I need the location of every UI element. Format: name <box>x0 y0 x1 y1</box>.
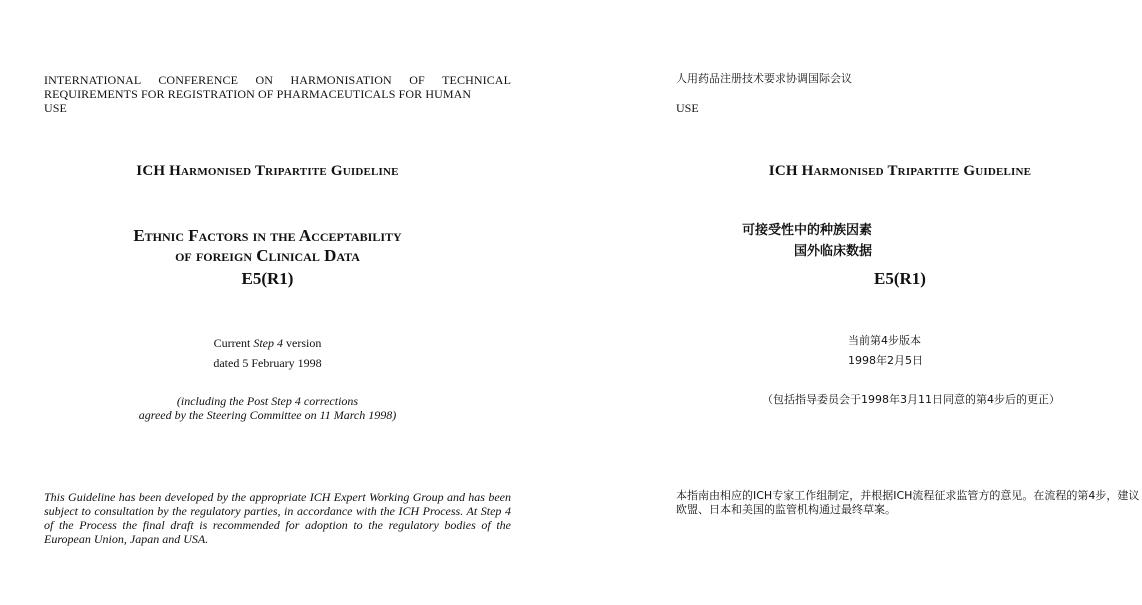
version-info-zh <box>848 331 923 371</box>
guideline-type-en: ICH Harmonised Tripartite Guideline <box>136 163 399 179</box>
version-date: dated 5 February 1998 <box>213 356 322 370</box>
guideline-code-en: E5(R1) <box>241 269 294 288</box>
version-date: 1998年2月5日 <box>848 354 923 367</box>
organization-name-en <box>44 73 511 115</box>
organization-line: REQUIREMENTS FOR REGISTRATION OF PHARMACEUTICALS FOR HUMAN <box>44 87 472 101</box>
title-line: Ethnic Factors in the Acceptability <box>133 226 402 245</box>
document-title-zh-line-1: 可接受性中的种族因素 <box>742 223 873 238</box>
document-title-en <box>34 226 501 266</box>
title-line: of foreign Clinical Data <box>175 246 360 265</box>
organization-name-zh: 人用药品注册技术要求协调国际会议 <box>676 72 852 85</box>
organization-line: USE <box>44 101 67 115</box>
development-note-en: This Guideline has been developed by the appropriate ICH Expert Working Group and has been subject to consultation by the regulatory parties, in accordance with the ICH Process. At Step 4 of the Process the final draft is recommended for adoption to the regulatory bodies of the European Union, Japan and USA. <box>44 490 511 546</box>
guideline-type-zh: ICH Harmonised Tripartite Guideline <box>768 163 1032 179</box>
guideline-code-zh: E5(R1) <box>874 269 926 288</box>
corrections-line: agreed by the Steering Committee on 11 March 1998) <box>138 408 397 422</box>
organization-use-zh: USE <box>676 101 699 115</box>
corrections-note-zh: （包括指导委员会于1998年3月11日同意的第4步后的更正） <box>762 393 1060 406</box>
corrections-line: (including the Post Step 4 corrections <box>176 394 359 408</box>
version-suffix: version <box>283 336 322 350</box>
version-line <box>34 333 501 353</box>
version-step: Step 4 <box>253 336 283 350</box>
version-prefix: Current <box>213 336 254 350</box>
development-note-zh: 本指南由相应的ICH专家工作组制定，并根据ICH流程征求监管方的意见。在流程的第4步，建议欧盟、日本和美国的监管机构通过最终草案。 <box>676 489 1140 516</box>
version-info-en <box>34 333 501 373</box>
document-title-zh-line-2: 国外临床数据 <box>794 244 873 259</box>
corrections-note-en <box>34 394 501 422</box>
version-line: 当前第4步版本 <box>848 334 921 347</box>
organization-line: INTERNATIONAL CONFERENCE ON HARMONISATION OF TECHNICAL <box>44 73 511 87</box>
